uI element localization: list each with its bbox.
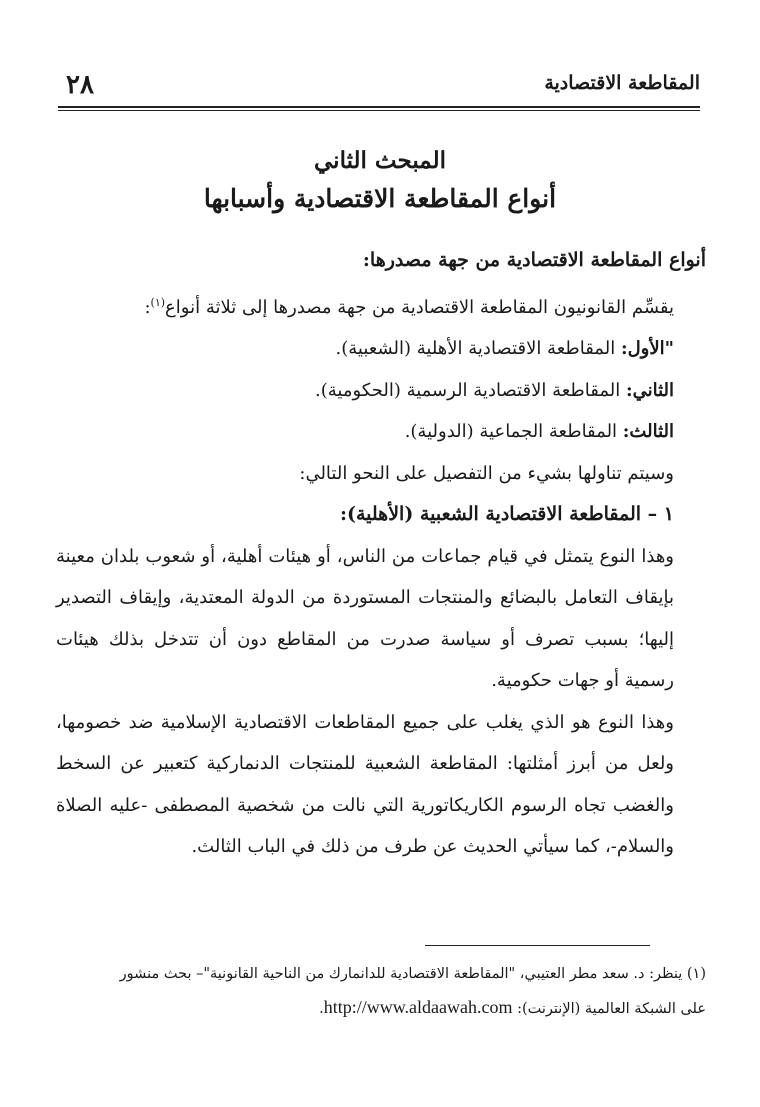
type-2-text: المقاطعة الاقتصادية الرسمية (الحكومية). [315, 379, 626, 401]
header-rule-thin [58, 110, 700, 111]
header-rule [58, 106, 700, 108]
footnote [56, 958, 706, 1026]
section-title: المبحث الثاني [314, 147, 446, 174]
intro-text: يقسِّم القانونيون المقاطعة الاقتصادية من جهة مصدرها إلى ثلاثة أنواع [165, 296, 674, 318]
footnote-period: . [319, 1001, 324, 1017]
footnote-line-1: (١) ينظر: د. سعد مطر العتيبي، "المقاطعة الاقتصادية للدانمارك من الناحية القانونية"– بحث منشور [119, 966, 706, 982]
type-3 [56, 411, 706, 453]
paragraph-1: وهذا النوع يتمثل في قيام جماعات من الناس، أو هيئات أهلية، أو شعوب بلدان معينة بإيقاف التعامل بالبضائع والمنتجات المستوردة من الدولة المعتدية، وإيقاف التصدير إليها؛ بسبب تصرف أو سياسة صدرت من المقاطع دون أن تتدخل بذلك هيئات رسمية أو جهات حكومية. [56, 545, 674, 691]
transition-line: وسيتم تناولها بشيء من التفصيل على النحو التالي: [299, 462, 674, 484]
intro-colon: : [144, 296, 151, 318]
type-1-text: المقاطعة الاقتصادية الأهلية (الشعبية). [335, 338, 621, 359]
footnote-marker: (١) [150, 295, 166, 309]
running-title: المقاطعة الاقتصادية [544, 72, 700, 94]
intro-paragraph [56, 282, 706, 329]
type-3-label: الثالث: [622, 421, 674, 442]
page-number: ٢٨ [66, 70, 94, 100]
footnote-prefix: على الشبكة العالمية (الإنترنت): [517, 1001, 706, 1017]
page-header [58, 66, 700, 102]
type-3-text: المقاطعة الجماعية (الدولية). [404, 421, 623, 442]
type-2-label: الثاني: [625, 379, 674, 401]
body-text [56, 240, 706, 868]
main-title: أنواع المقاطعة الاقتصادية وأسبابها [203, 184, 557, 213]
type-2 [56, 370, 706, 412]
paragraph-2: وهذا النوع هو الذي يغلب على جميع المقاطعات الاقتصادية الإسلامية ضد خصومها، ولعل من أبرز أمثلتها: المقاطعة الشعبية للمنتجات الدنماركية كتعبير عن السخط والغضب تجاه الرسوم الكاريكاتورية التي نالت من شخصية المصطفى -عليه الصلاة والسلام-، كما سيأتي الحديث عن طرف من ذلك في الباب الثالث. [56, 711, 674, 857]
subheading: أنواع المقاطعة الاقتصادية من جهة مصدرها: [362, 249, 706, 271]
type-1-label: "الأول: [620, 338, 674, 359]
footnote-rule [425, 945, 650, 946]
chapter-titles [60, 143, 700, 219]
footnote-url: http://www.aldaawah.com [323, 997, 513, 1017]
section-1-heading: ١ – المقاطعة الاقتصادية الشعبية (الأهلية): [339, 503, 674, 525]
footnote-line-2 [56, 991, 706, 1026]
type-1 [56, 328, 706, 370]
